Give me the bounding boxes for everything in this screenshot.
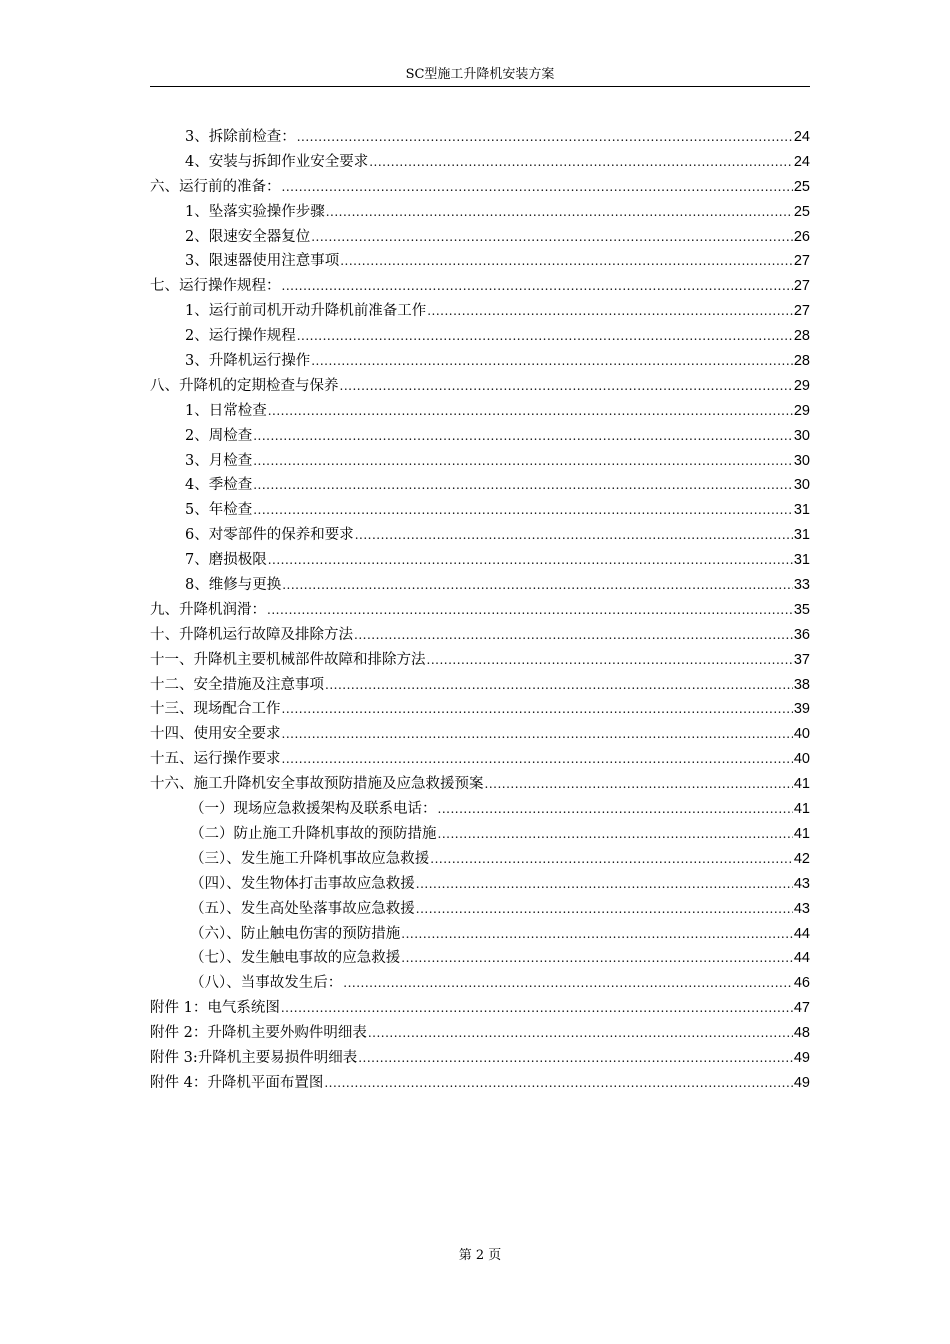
toc-entry-page: 31 [793, 552, 810, 569]
toc-entry-page: 40 [793, 726, 810, 743]
toc-entry-page: 44 [793, 950, 810, 967]
toc-entry-page: 39 [793, 701, 810, 718]
toc-entry[interactable] [150, 225, 810, 250]
toc-entry[interactable] [150, 175, 810, 200]
toc-entry-title: 3、月检查 [185, 452, 253, 469]
toc-entry[interactable] [150, 349, 810, 374]
toc-dot-leader [324, 1075, 793, 1091]
toc-entry-title: 4、季检查 [185, 477, 253, 494]
toc-entry-title: 1、日常检查 [185, 402, 267, 419]
toc-entry-page: 29 [793, 402, 810, 419]
toc-dot-leader [311, 229, 793, 245]
toc-entry-title: 十四、使用安全要求 [150, 726, 281, 743]
toc-dot-leader [343, 975, 793, 991]
toc-entry-page: 47 [793, 1000, 810, 1017]
toc-entry-page: 49 [793, 1049, 810, 1066]
toc-entry-page: 43 [793, 900, 810, 917]
toc-entry-title: 六、运行前的准备： [150, 178, 281, 195]
toc-entry-page: 48 [793, 1025, 810, 1042]
toc-entry-title: 2、运行操作规程 [185, 328, 296, 345]
toc-dot-leader [297, 328, 793, 344]
toc-dot-leader [401, 926, 793, 942]
toc-entry-page: 31 [793, 527, 810, 544]
toc-entry[interactable] [150, 922, 810, 947]
toc-entry-title: 十二、安全措施及注意事项 [150, 676, 324, 693]
toc-entry[interactable] [150, 473, 810, 498]
toc-dot-leader [430, 851, 793, 867]
toc-entry-page: 26 [793, 228, 810, 245]
toc-entry-title: （四）、发生物体打击事故应急救援 [190, 875, 415, 892]
toc-entry-title: （七）、发生触电事故的应急救援 [190, 950, 401, 967]
toc-entry-page: 30 [793, 477, 810, 494]
toc-dot-leader [325, 677, 793, 693]
toc-entry-page: 29 [793, 377, 810, 394]
toc-entry-title: 8、维修与更换 [185, 577, 282, 594]
toc-entry[interactable] [150, 697, 810, 722]
toc-entry-page: 24 [793, 129, 810, 145]
toc-entry[interactable] [150, 548, 810, 573]
toc-entry[interactable] [150, 200, 810, 225]
page-number: 第 2 页 [458, 1248, 502, 1263]
toc-dot-leader [340, 253, 793, 269]
toc-entry[interactable] [150, 996, 810, 1021]
toc-dot-leader [355, 527, 793, 543]
toc-entry-page: 27 [793, 278, 810, 295]
toc-entry-page: 43 [793, 875, 810, 892]
toc-entry[interactable] [150, 623, 810, 648]
toc-entry-title: 2、限速安全器复位 [185, 228, 311, 245]
toc-entry-page: 46 [793, 975, 810, 992]
toc-entry-title: 附件 2：升降机主要外购件明细表 [150, 1025, 367, 1042]
toc-dot-leader [281, 1000, 793, 1016]
table-of-contents [150, 125, 810, 1096]
toc-entry-title: （八）、当事故发生后： [190, 975, 343, 992]
toc-entry[interactable] [150, 822, 810, 847]
toc-entry[interactable] [150, 1021, 810, 1046]
toc-dot-leader [354, 627, 793, 643]
toc-entry-page: 25 [793, 203, 810, 220]
toc-entry[interactable] [150, 374, 810, 399]
toc-entry[interactable] [150, 872, 810, 897]
toc-dot-leader [253, 477, 793, 493]
toc-entry-title: 十一、升降机主要机械部件故障和排除方法 [150, 651, 426, 668]
toc-entry[interactable] [150, 449, 810, 474]
toc-entry-page: 44 [793, 925, 810, 942]
toc-entry-title: 6、对零部件的保养和要求 [185, 527, 354, 544]
toc-entry[interactable] [150, 598, 810, 623]
toc-entry[interactable] [150, 424, 810, 449]
toc-dot-leader [358, 1050, 793, 1066]
toc-dot-leader [438, 826, 793, 842]
toc-dot-leader [427, 303, 793, 319]
toc-entry[interactable] [150, 673, 810, 698]
toc-entry-page: 41 [793, 801, 810, 818]
toc-dot-leader [438, 801, 793, 817]
toc-entry[interactable] [150, 324, 810, 349]
toc-dot-leader [282, 726, 793, 742]
page-header [150, 66, 810, 84]
toc-entry[interactable] [150, 946, 810, 971]
toc-dot-leader [416, 901, 793, 917]
toc-dot-leader [416, 876, 793, 892]
toc-entry-page: 24 [793, 153, 810, 170]
toc-entry[interactable] [150, 573, 810, 598]
toc-dot-leader [267, 602, 793, 618]
toc-entry-page: 40 [793, 751, 810, 768]
toc-entry-title: 附件 3:升降机主要易损件明细表 [150, 1049, 358, 1066]
toc-entry-title: （一）现场应急救援架构及联系电话： [190, 801, 437, 818]
toc-entry-title: 5、年检查 [185, 502, 253, 519]
document-title: SC型施工升降机安装方案 [405, 67, 555, 82]
toc-dot-leader [401, 950, 793, 966]
toc-dot-leader [282, 278, 793, 294]
toc-dot-leader [282, 179, 793, 195]
toc-entry-page: 30 [793, 452, 810, 469]
toc-entry-title: （五）、发生高处坠落事故应急救援 [190, 900, 415, 917]
toc-entry-title: 十六、施工升降机安全事故预防措施及应急救援预案 [150, 776, 484, 793]
toc-entry[interactable] [150, 971, 810, 996]
toc-entry-page: 27 [793, 303, 810, 320]
toc-entry[interactable] [150, 125, 810, 150]
toc-entry-title: 1、坠落实验操作步骤 [185, 203, 325, 220]
toc-dot-leader [368, 1025, 793, 1041]
toc-dot-leader [282, 701, 793, 717]
toc-entry-page: 30 [793, 427, 810, 444]
toc-dot-leader [268, 552, 793, 568]
toc-entry[interactable] [150, 772, 810, 797]
toc-entry-title: 1、运行前司机开动升降机前准备工作 [185, 303, 427, 320]
toc-entry[interactable] [150, 399, 810, 424]
toc-dot-leader [253, 428, 793, 444]
toc-entry-title: （三）、发生施工升降机事故应急救援 [190, 850, 430, 867]
toc-entry-title: 3、拆除前检查： [185, 129, 296, 145]
toc-dot-leader [282, 577, 793, 593]
toc-entry[interactable] [150, 249, 810, 274]
page-footer [150, 1247, 810, 1265]
toc-dot-leader [340, 378, 793, 394]
toc-entry-title: 八、升降机的定期检查与保养 [150, 377, 339, 394]
toc-entry-page: 33 [793, 577, 810, 594]
toc-entry-page: 36 [793, 626, 810, 643]
toc-entry-title: 3、升降机运行操作 [185, 353, 311, 370]
toc-entry-page: 38 [793, 676, 810, 693]
toc-entry-page: 28 [793, 328, 810, 345]
toc-entry-page: 37 [793, 651, 810, 668]
toc-entry-page: 25 [793, 178, 810, 195]
toc-entry-title: 3、限速器使用注意事项 [185, 253, 340, 270]
toc-entry[interactable] [150, 1046, 810, 1071]
toc-entry-title: 十三、现场配合工作 [150, 701, 281, 718]
toc-entry-title: 七、运行操作规程： [150, 278, 281, 295]
toc-entry-title: 附件 4：升降机平面布置图 [150, 1074, 324, 1091]
toc-entry[interactable] [150, 299, 810, 324]
toc-entry-title: 十五、运行操作要求 [150, 751, 281, 768]
toc-entry[interactable] [150, 747, 810, 772]
toc-entry[interactable] [150, 274, 810, 299]
toc-entry[interactable] [150, 897, 810, 922]
toc-dot-leader [282, 751, 793, 767]
toc-dot-leader [253, 502, 793, 518]
toc-dot-leader [485, 776, 793, 792]
toc-dot-leader [326, 204, 793, 220]
toc-entry-page: 27 [793, 253, 810, 270]
toc-entry-title: （六）、防止触电伤害的预防措施 [190, 925, 401, 942]
toc-dot-leader [369, 154, 793, 170]
toc-entry[interactable] [150, 523, 810, 548]
toc-entry-page: 42 [793, 850, 810, 867]
toc-entry[interactable] [150, 1071, 810, 1096]
toc-dot-leader [268, 403, 793, 419]
toc-entry-page: 41 [793, 825, 810, 842]
toc-entry-page: 31 [793, 502, 810, 519]
header-rule [150, 86, 810, 87]
toc-entry-title: （二）防止施工升降机事故的预防措施 [190, 825, 437, 842]
toc-entry-title: 2、周检查 [185, 427, 253, 444]
toc-entry-page: 35 [793, 601, 810, 618]
toc-entry[interactable] [150, 150, 810, 175]
toc-entry[interactable] [150, 847, 810, 872]
toc-entry[interactable] [150, 797, 810, 822]
toc-entry-title: 九、升降机润滑： [150, 601, 266, 618]
toc-entry-page: 28 [793, 353, 810, 370]
toc-entry-title: 附件 1：电气系统图 [150, 1000, 280, 1017]
toc-dot-leader [253, 453, 793, 469]
toc-entry-title: 4、安装与拆卸作业安全要求 [185, 153, 369, 170]
toc-entry[interactable] [150, 648, 810, 673]
toc-entry-page: 41 [793, 776, 810, 793]
toc-entry-page: 49 [793, 1074, 810, 1091]
toc-entry[interactable] [150, 498, 810, 523]
toc-entry-title: 十、升降机运行故障及排除方法 [150, 626, 353, 643]
toc-dot-leader [297, 129, 793, 145]
toc-dot-leader [311, 353, 793, 369]
toc-entry-title: 7、磨损极限 [185, 552, 267, 569]
toc-entry[interactable] [150, 722, 810, 747]
toc-dot-leader [427, 652, 793, 668]
